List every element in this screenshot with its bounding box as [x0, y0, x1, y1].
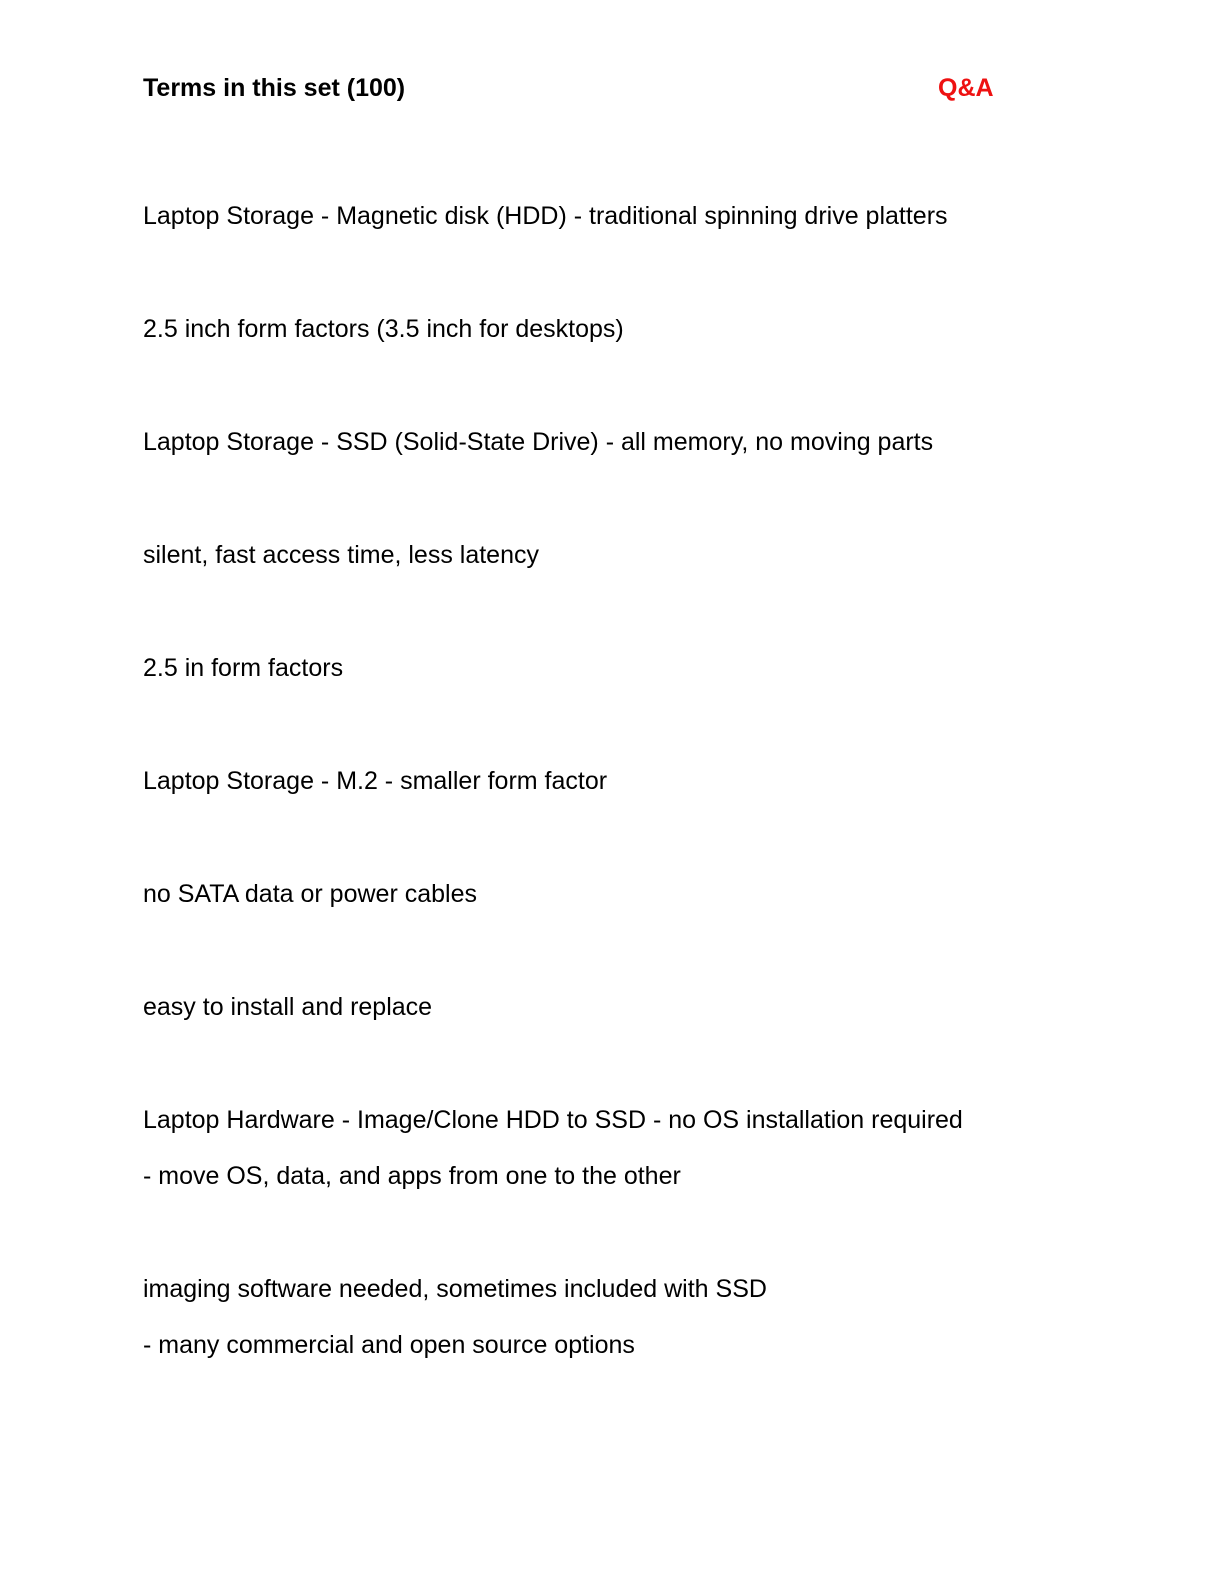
term-line: Laptop Hardware - Image/Clone HDD to SSD - no OS installation required: [143, 1106, 963, 1134]
term-line: Laptop Storage - SSD (Solid-State Drive) - all memory, no moving parts: [143, 428, 934, 456]
definition-line: 2.5 in form factors: [143, 654, 344, 682]
term-line: Laptop Storage - M.2 - smaller form factor: [143, 767, 608, 795]
definition-line: no SATA data or power cables: [143, 880, 477, 908]
definition-line: 2.5 inch form factors (3.5 inch for desktops): [143, 315, 624, 343]
term-line: Laptop Storage - Magnetic disk (HDD) - traditional spinning drive platters: [143, 202, 948, 230]
term-continuation-line: - move OS, data, and apps from one to the other: [143, 1162, 681, 1190]
qa-tag: Q&A: [938, 74, 994, 102]
definition-line: imaging software needed, sometimes included with SSD: [143, 1275, 767, 1303]
definition-line: easy to install and replace: [143, 993, 433, 1021]
definition-continuation-line: - many commercial and open source options: [143, 1331, 635, 1359]
definition-line: silent, fast access time, less latency: [143, 541, 539, 569]
set-title: Terms in this set (100): [143, 74, 406, 102]
